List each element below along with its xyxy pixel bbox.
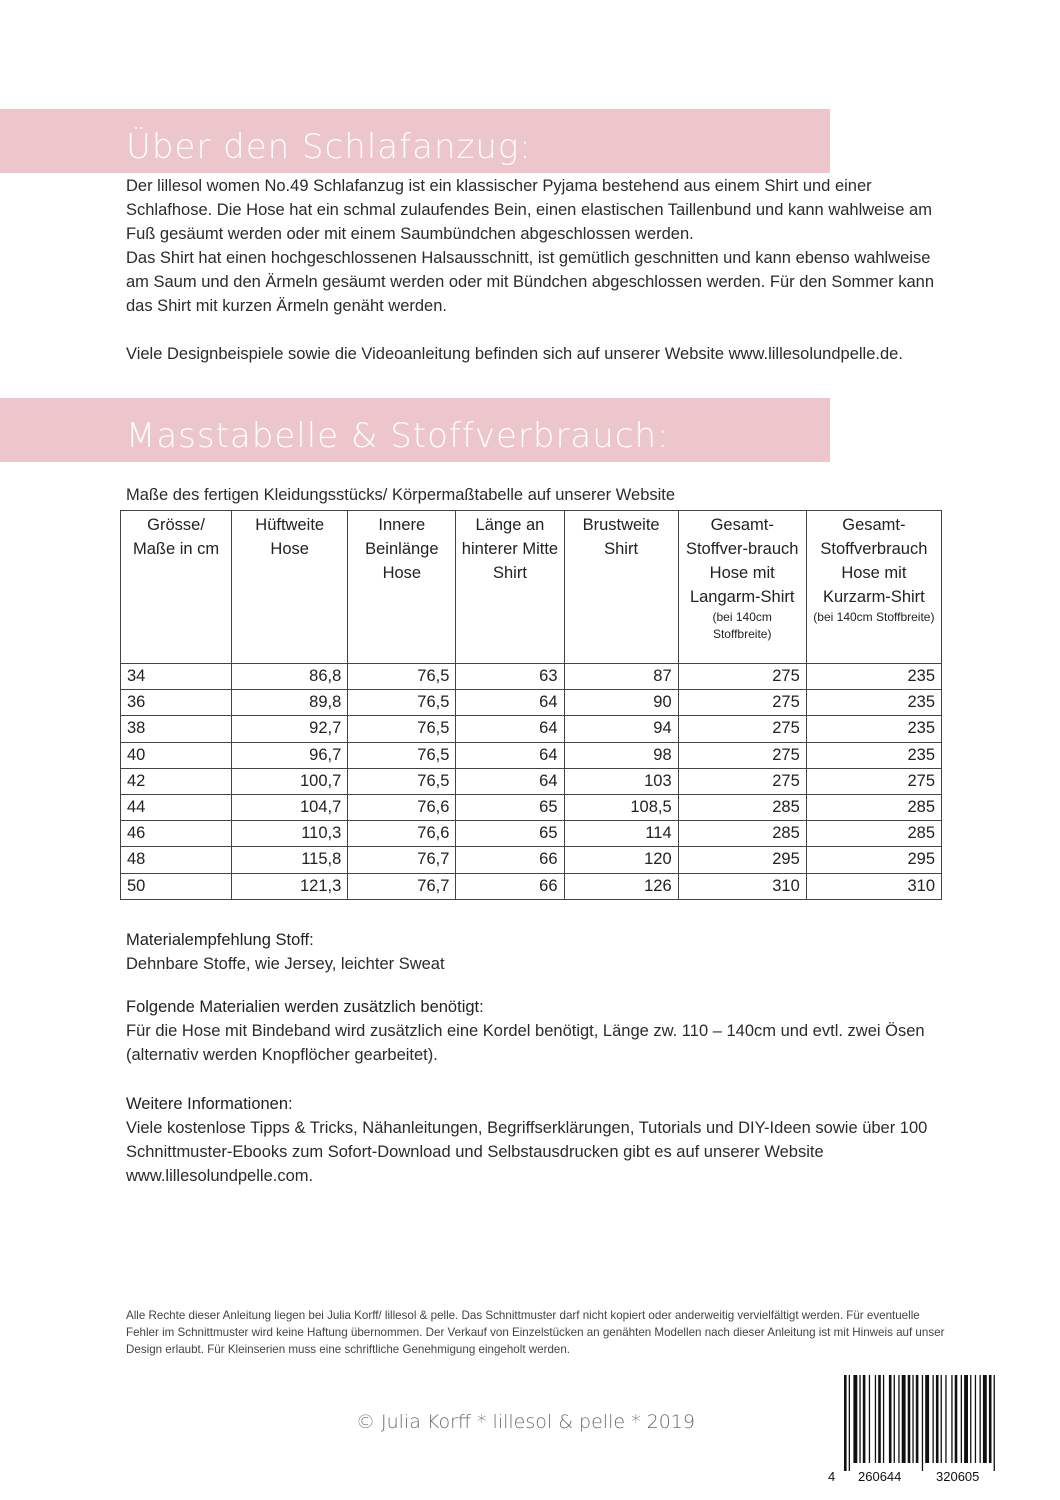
value-cell: 114: [564, 821, 678, 847]
material-text: Dehnbare Stoffe, wie Jersey, leichter Sweat: [126, 955, 445, 973]
size-cell: 50: [121, 873, 232, 899]
value-cell: 295: [678, 847, 806, 873]
table-row: [121, 847, 942, 873]
value-cell: 110,3: [232, 821, 348, 847]
extra-materials-section: [126, 995, 946, 1067]
barcode-bar: [844, 1375, 847, 1471]
about-text: [126, 174, 946, 318]
size-table: [120, 510, 942, 900]
header-fabric-longsleeve: Gesamt-Stoffver-brauch Hose mit Langarm-Shirt (bei 140cm Stoffbreite): [678, 511, 806, 664]
value-cell: 275: [678, 664, 806, 690]
value-cell: 76,5: [348, 742, 456, 768]
value-cell: 92,7: [232, 716, 348, 742]
size-cell: 48: [121, 847, 232, 873]
copyright-line: © Julia Korff * lillesol & pelle * 2019: [356, 1411, 695, 1433]
section-title-about: Über den Schlafanzug:: [126, 127, 532, 167]
material-heading: Materialempfehlung Stoff:: [126, 931, 314, 949]
value-cell: 86,8: [232, 664, 348, 690]
barcode: [826, 1375, 996, 1485]
barcode-bar: [983, 1375, 987, 1463]
more-info-heading: Weitere Informationen:: [126, 1095, 293, 1113]
value-cell: 76,7: [348, 873, 456, 899]
table-row: [121, 821, 942, 847]
legal-notice: Alle Rechte dieser Anleitung liegen bei Julia Korff/ lillesol & pelle. Das Schnittmuster darf nicht kopiert oder anderweitig vervielfältigt werden. Für eventuelle Fehler im Schnittmuster wird keine Haftung übernommen. Der Verkauf von Einzelstücken an genähten Modellen nach dieser Anleitung ist mit Hinweis auf unser Design erlaubt. Für Kleinserien muss eine schriftliche Genehmigung eingeholt werden.: [126, 1309, 945, 1356]
barcode-bar: [916, 1375, 919, 1463]
value-cell: 76,5: [348, 768, 456, 794]
value-cell: 64: [456, 690, 564, 716]
about-paragraph-2: Das Shirt hat einen hochgeschlossenen Halsausschnitt, ist gemütlich geschnitten und kann ebenso wahlweise am Saum und den Ärmeln gesäumt werden oder mit Bündchen abgeschlossen werden. Für den Sommer kann das Shirt mit kurzen Ärmeln genäht werden.: [126, 249, 935, 315]
value-cell: 275: [678, 690, 806, 716]
value-cell: 275: [678, 768, 806, 794]
value-cell: 108,5: [564, 794, 678, 820]
table-row: [121, 664, 942, 690]
more-info-text: Viele kostenlose Tipps & Tricks, Nähanleitungen, Begriffserklärungen, Tutorials und DIY-Ideen sowie über 100 Schnittmuster-Ebooks zum Sofort-Download und Selbstausdrucken gibt es auf unserer Website www.lillesolundpelle.com.: [126, 1119, 928, 1185]
value-cell: 76,6: [348, 821, 456, 847]
section-banner-about: [0, 109, 830, 173]
value-cell: 63: [456, 664, 564, 690]
header-inseam: Innere Beinlänge Hose: [348, 511, 456, 664]
section-banner-size-table: [0, 398, 830, 462]
size-cell: 36: [121, 690, 232, 716]
table-header-row: [121, 511, 942, 664]
value-cell: 76,5: [348, 664, 456, 690]
value-cell: 285: [678, 821, 806, 847]
value-cell: 89,8: [232, 690, 348, 716]
value-cell: 65: [456, 821, 564, 847]
barcode-bar: [970, 1375, 971, 1463]
barcode-bar: [941, 1375, 942, 1463]
barcode-bar: [964, 1375, 968, 1463]
barcode-bar: [875, 1375, 876, 1463]
barcode-bar: [989, 1375, 992, 1463]
value-cell: 235: [806, 690, 941, 716]
barcode-bar: [853, 1375, 857, 1463]
value-cell: 87: [564, 664, 678, 690]
barcode-bar: [955, 1375, 958, 1463]
barcode-bar: [933, 1375, 934, 1463]
value-cell: 126: [564, 873, 678, 899]
value-cell: 65: [456, 794, 564, 820]
value-cell: 64: [456, 716, 564, 742]
value-cell: 120: [564, 847, 678, 873]
header-fabric-shortsleeve: Gesamt-Stoffverbrauch Hose mit Kurzarm-Shirt (bei 140cm Stoffbreite): [806, 511, 941, 664]
value-cell: 96,7: [232, 742, 348, 768]
value-cell: 115,8: [232, 847, 348, 873]
table-row: [121, 794, 942, 820]
value-cell: 275: [678, 716, 806, 742]
value-cell: 275: [806, 768, 941, 794]
size-cell: 34: [121, 664, 232, 690]
table-row: [121, 690, 942, 716]
extra-materials-text: Für die Hose mit Bindeband wird zusätzlich eine Kordel benötigt, Länge zw. 110 – 140cm und evtl. zwei Ösen (alternativ werden Knopflöcher gearbeitet).: [126, 1022, 925, 1064]
table-row: [121, 742, 942, 768]
header-chest-width: Brustweite Shirt: [564, 511, 678, 664]
table-row: [121, 873, 942, 899]
value-cell: 64: [456, 742, 564, 768]
barcode-bar: [863, 1375, 866, 1463]
value-cell: 100,7: [232, 768, 348, 794]
value-cell: 98: [564, 742, 678, 768]
value-cell: 121,3: [232, 873, 348, 899]
extra-materials-heading: Folgende Materialien werden zusätzlich benötigt:: [126, 998, 484, 1016]
barcode-bar: [869, 1375, 870, 1463]
value-cell: 310: [806, 873, 941, 899]
value-cell: 64: [456, 768, 564, 794]
barcode-bar: [912, 1375, 913, 1463]
value-cell: 285: [678, 794, 806, 820]
table-row: [121, 716, 942, 742]
value-cell: 295: [806, 847, 941, 873]
size-cell: 42: [121, 768, 232, 794]
section-title-size-table: Masstabelle & Stoffverbrauch:: [126, 416, 670, 456]
value-cell: 66: [456, 873, 564, 899]
barcode-bar: [925, 1375, 929, 1463]
barcode-bar: [951, 1375, 952, 1463]
value-cell: 90: [564, 690, 678, 716]
size-cell: 38: [121, 716, 232, 742]
about-website-text: Viele Designbeispiele sowie die Videoanleitung befinden sich auf unserer Website www.lillesolundpelle.de.: [126, 345, 903, 363]
barcode-bar: [859, 1375, 860, 1463]
barcode-bar: [883, 1375, 884, 1463]
barcode-bar: [878, 1375, 881, 1463]
value-cell: 76,6: [348, 794, 456, 820]
value-cell: 235: [806, 742, 941, 768]
barcode-bar: [849, 1375, 850, 1471]
barcode-bar: [898, 1375, 899, 1463]
value-cell: 104,7: [232, 794, 348, 820]
barcode-digits-left: 260644: [858, 1469, 902, 1484]
size-cell: 44: [121, 794, 232, 820]
value-cell: 94: [564, 716, 678, 742]
more-info-section: [126, 1092, 946, 1188]
value-cell: 76,5: [348, 690, 456, 716]
barcode-bar: [945, 1375, 946, 1463]
value-cell: 235: [806, 664, 941, 690]
header-size: Grösse/ Maße in cm: [121, 511, 232, 664]
value-cell: 285: [806, 821, 941, 847]
barcode-bar: [980, 1375, 981, 1463]
value-cell: 66: [456, 847, 564, 873]
barcode-bar: [894, 1375, 895, 1463]
header-back-length: Länge an hinterer Mitte Shirt: [456, 511, 564, 664]
barcode-bar: [889, 1375, 892, 1463]
value-cell: 235: [806, 716, 941, 742]
barcode-digits-right: 320605: [936, 1469, 980, 1484]
barcode-bar: [975, 1375, 976, 1463]
value-cell: 76,7: [348, 847, 456, 873]
table-caption: Maße des fertigen Kleidungsstücks/ Körpermaßtabelle auf unserer Website: [126, 486, 676, 504]
barcode-bar: [922, 1375, 923, 1471]
value-cell: 275: [678, 742, 806, 768]
value-cell: 285: [806, 794, 941, 820]
header-hip-width: Hüftweite Hose: [232, 511, 348, 664]
barcode-bar: [994, 1375, 995, 1471]
table-row: [121, 768, 942, 794]
value-cell: 103: [564, 768, 678, 794]
value-cell: 76,5: [348, 716, 456, 742]
value-cell: 310: [678, 873, 806, 899]
material-section: [126, 928, 946, 976]
barcode-digit-lead: 4: [828, 1469, 836, 1484]
barcode-bar: [908, 1375, 911, 1463]
size-cell: 46: [121, 821, 232, 847]
about-paragraph-1: Der lillesol women No.49 Schlafanzug ist ein klassischer Pyjama bestehend aus einem Shirt und einer Schlafhose. Die Hose hat ein schmal zulaufendes Bein, einen elastischen Taillenbund und kann wahlweise am Fuß gesäumt werden oder mit einem Saumbündchen abgeschlossen werden.: [126, 177, 932, 243]
size-cell: 40: [121, 742, 232, 768]
barcode-bar: [936, 1375, 939, 1463]
barcode-bar: [961, 1375, 962, 1463]
barcode-bar: [902, 1375, 906, 1463]
